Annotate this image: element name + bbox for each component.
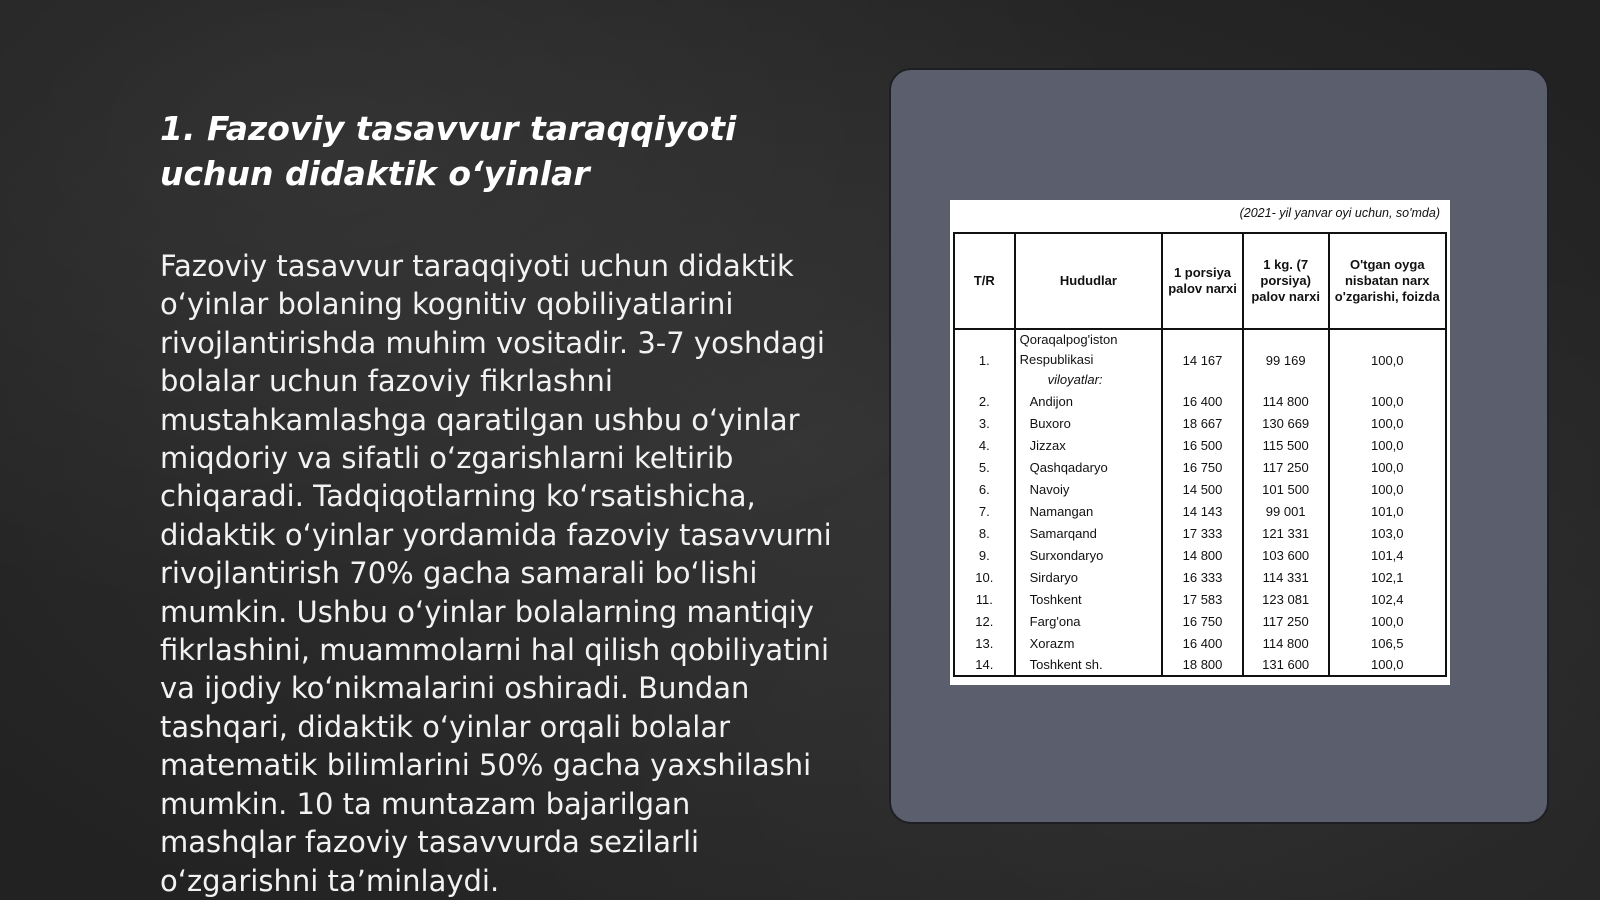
row-portion-price: 14 167 bbox=[1162, 329, 1243, 390]
row-num: 4. bbox=[954, 434, 1015, 456]
row-num: 7. bbox=[954, 500, 1015, 522]
row-kg-price: 99 001 bbox=[1243, 500, 1329, 522]
row-region: Buxoro bbox=[1015, 412, 1163, 434]
row-change: 100,0 bbox=[1329, 390, 1446, 412]
row-portion-price: 14 500 bbox=[1162, 478, 1243, 500]
row-portion-price: 14 143 bbox=[1162, 500, 1243, 522]
table-row bbox=[954, 610, 1446, 632]
price-table bbox=[953, 232, 1447, 677]
table-header-row bbox=[954, 233, 1446, 329]
row-portion-price: 16 333 bbox=[1162, 566, 1243, 588]
table-row bbox=[954, 500, 1446, 522]
row-kg-price: 131 600 bbox=[1243, 654, 1329, 676]
table-row bbox=[954, 478, 1446, 500]
table-row bbox=[954, 588, 1446, 610]
row-kg-price: 114 800 bbox=[1243, 390, 1329, 412]
row-num: 6. bbox=[954, 478, 1015, 500]
row-change: 102,1 bbox=[1329, 566, 1446, 588]
row-portion-price: 16 400 bbox=[1162, 390, 1243, 412]
row-region: Samarqand bbox=[1015, 522, 1163, 544]
row-region: Andijon bbox=[1015, 390, 1163, 412]
row-portion-price: 16 500 bbox=[1162, 434, 1243, 456]
row-portion-price: 17 333 bbox=[1162, 522, 1243, 544]
table-row bbox=[954, 456, 1446, 478]
row-num: 10. bbox=[954, 566, 1015, 588]
table-row bbox=[954, 390, 1446, 412]
row-region: Sirdaryo bbox=[1015, 566, 1163, 588]
row-num: 2. bbox=[954, 390, 1015, 412]
slide-body-text: Fazoviy tasavvur taraqqiyoti uchun didaktik o‘yinlar bolaning kognitiv qobiliyatlarini rivojlantirishda muhim vositadir. 3-7 yoshdagi bolalar uchun fazoviy fikrlashni mustahkamlashga qaratilgan ushbu o‘yinlar miqdoriy va sifatli o‘zgarishlarni keltirib chiqaradi. Tadqiqotlarning ko‘rsatishicha, didaktik o‘yinlar yordamida fazoviy tasavvurni rivojlantirish 70% gacha samarali bo‘lishi mumkin. Ushbu o‘yinlar bolalarning mantiqiy fikrlashini, muammolarni hal qilish qobiliyatini va ijodiy ko‘nikmalarini oshiradi. Bundan tashqari, didaktik o‘yinlar orqali bolalar matematik bilimlarini 50% gacha yaxshilashi mumkin. 10 ta muntazam bajarilgan mashqlar fazoviy tasavvurda sezilarli o‘zgarishni ta’minlaydi. bbox=[160, 249, 832, 898]
table-row bbox=[954, 632, 1446, 654]
row-region: Surxondaryo bbox=[1015, 544, 1163, 566]
row-portion-price: 16 750 bbox=[1162, 456, 1243, 478]
header-change: O'tgan oyga nisbatan narx o'zgarishi, foizda bbox=[1329, 233, 1446, 329]
table-row bbox=[954, 654, 1446, 676]
header-kg-price: 1 kg. (7 porsiya) palov narxi bbox=[1243, 233, 1329, 329]
row-change: 103,0 bbox=[1329, 522, 1446, 544]
row-num: 14. bbox=[954, 654, 1015, 676]
row-region: Toshkent bbox=[1015, 588, 1163, 610]
row-num: 5. bbox=[954, 456, 1015, 478]
table-caption: (2021- yil yanvar oyi uchun, so'mda) bbox=[1239, 206, 1440, 220]
slide-title: 1. Fazoviy tasavvur taraqqiyoti uchun didaktik o‘yinlar bbox=[160, 109, 737, 193]
row-num: 1. bbox=[954, 329, 1015, 390]
table-row bbox=[954, 544, 1446, 566]
row-num: 8. bbox=[954, 522, 1015, 544]
row-region: Namangan bbox=[1015, 500, 1163, 522]
row-change: 100,0 bbox=[1329, 478, 1446, 500]
header-num: T/R bbox=[954, 233, 1015, 329]
row-portion-price: 16 750 bbox=[1162, 610, 1243, 632]
row-kg-price: 117 250 bbox=[1243, 456, 1329, 478]
row-region: Farg'ona bbox=[1015, 610, 1163, 632]
row-num: 9. bbox=[954, 544, 1015, 566]
row-change: 106,5 bbox=[1329, 632, 1446, 654]
row-region-line2: Respublikasi bbox=[1019, 352, 1094, 367]
table-row bbox=[954, 412, 1446, 434]
row-change: 100,0 bbox=[1329, 654, 1446, 676]
table-subheading: viloyatlar: bbox=[1047, 372, 1103, 387]
row-portion-price: 16 400 bbox=[1162, 632, 1243, 654]
row-kg-price: 123 081 bbox=[1243, 588, 1329, 610]
row-change: 100,0 bbox=[1329, 412, 1446, 434]
row-kg-price: 114 331 bbox=[1243, 566, 1329, 588]
row-kg-price: 117 250 bbox=[1243, 610, 1329, 632]
table-row bbox=[954, 566, 1446, 588]
row-num: 12. bbox=[954, 610, 1015, 632]
row-kg-price: 130 669 bbox=[1243, 412, 1329, 434]
row-portion-price: 18 667 bbox=[1162, 412, 1243, 434]
row-kg-price: 101 500 bbox=[1243, 478, 1329, 500]
row-change: 100,0 bbox=[1329, 610, 1446, 632]
row-portion-price: 17 583 bbox=[1162, 588, 1243, 610]
row-region: Navoiy bbox=[1015, 478, 1163, 500]
row-kg-price: 115 500 bbox=[1243, 434, 1329, 456]
row-change: 100,0 bbox=[1329, 329, 1446, 390]
header-portion-price: 1 porsiya palov narxi bbox=[1162, 233, 1243, 329]
row-change: 101,0 bbox=[1329, 500, 1446, 522]
row-region: Qashqadaryo bbox=[1015, 456, 1163, 478]
price-table-image bbox=[950, 200, 1450, 685]
row-change: 101,4 bbox=[1329, 544, 1446, 566]
row-kg-price: 114 800 bbox=[1243, 632, 1329, 654]
row-num: 11. bbox=[954, 588, 1015, 610]
table-row bbox=[954, 522, 1446, 544]
row-portion-price: 18 800 bbox=[1162, 654, 1243, 676]
row-num: 13. bbox=[954, 632, 1015, 654]
row-kg-price: 121 331 bbox=[1243, 522, 1329, 544]
row-change: 102,4 bbox=[1329, 588, 1446, 610]
row-region bbox=[1015, 329, 1163, 390]
row-kg-price: 103 600 bbox=[1243, 544, 1329, 566]
row-kg-price: 99 169 bbox=[1243, 329, 1329, 390]
table-row bbox=[954, 434, 1446, 456]
table-row bbox=[954, 329, 1446, 390]
row-region: Xorazm bbox=[1015, 632, 1163, 654]
row-num: 3. bbox=[954, 412, 1015, 434]
row-region-line1: Qoraqalpog'iston bbox=[1019, 332, 1118, 347]
row-change: 100,0 bbox=[1329, 456, 1446, 478]
row-region: Toshkent sh. bbox=[1015, 654, 1163, 676]
row-change: 100,0 bbox=[1329, 434, 1446, 456]
header-region: Hududlar bbox=[1015, 233, 1163, 329]
row-portion-price: 14 800 bbox=[1162, 544, 1243, 566]
row-region: Jizzax bbox=[1015, 434, 1163, 456]
